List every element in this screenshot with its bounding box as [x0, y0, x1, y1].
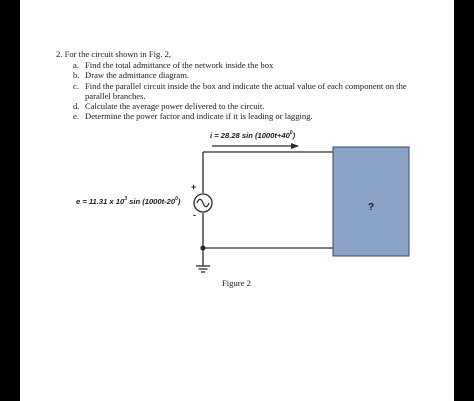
junction-node: [200, 245, 205, 250]
sub-question-letter: b.: [73, 70, 80, 81]
source-plus-sign: +: [191, 182, 197, 192]
sub-question-letter: d.: [73, 101, 80, 112]
sub-question-letter: c.: [73, 80, 79, 91]
current-degree-sup: 0: [289, 130, 293, 136]
voltage-degree-sup: 0: [175, 196, 178, 202]
sub-question-text: Find the parallel circuit inside the box and indicate the actual value of each component on the parallel branches.: [85, 80, 407, 101]
sub-question-text: Draw the admittance diagram.: [85, 70, 190, 81]
voltage-label-middle: sin (1000t-20: [127, 197, 176, 206]
source-minus-sign: -: [193, 210, 196, 220]
current-label-prefix: i = 28.28 sin (1000t+40: [210, 131, 290, 140]
sub-question-text: Determine the power factor and indicate if it is leading or lagging.: [85, 111, 313, 122]
unknown-box-label: ?: [368, 202, 375, 213]
sub-question-text: Calculate the average power delivered to the circuit.: [85, 101, 265, 112]
figure-caption: Figure 2: [222, 278, 251, 288]
sub-question-letter: a.: [73, 60, 79, 71]
voltage-label: [76, 197, 180, 206]
current-label-suffix: ): [292, 131, 296, 140]
voltage-label-suffix: ): [177, 197, 181, 206]
sub-question-letter: e.: [73, 111, 79, 122]
voltage-label-prefix: e = 11.31 x 10: [76, 197, 125, 206]
current-label: [210, 131, 295, 140]
voltage-exponent-sup: 3: [124, 196, 127, 202]
sub-question-text: Find the total admittance of the network inside the box: [85, 60, 274, 71]
question-header: 2. For the circuit shown in Fig. 2,: [56, 49, 172, 59]
